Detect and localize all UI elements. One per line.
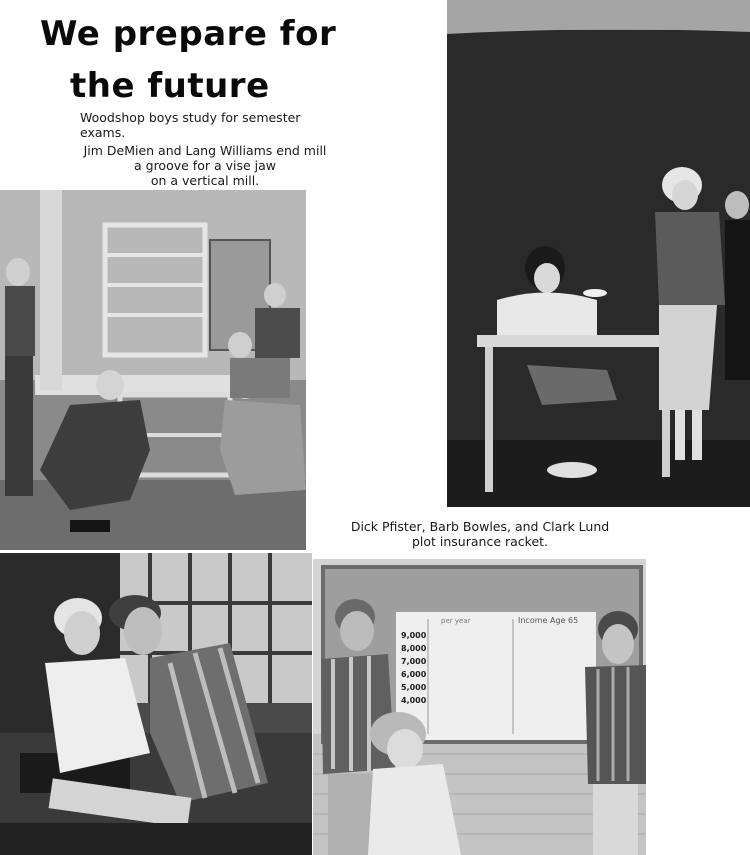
board-y-value: 5,000 xyxy=(401,683,427,692)
mill-caption-line-3: on a vertical mill. xyxy=(150,173,260,188)
headline-line-1: We prepare for xyxy=(40,14,337,54)
mill-caption xyxy=(60,143,350,188)
board-y-value: 9,000 xyxy=(401,631,427,640)
board-y-value: 7,000 xyxy=(401,657,427,666)
board-header-income: Income Age 65 xyxy=(518,616,579,625)
insurance-photo xyxy=(313,559,646,855)
mill-caption-line-1: Jim DeMien and Lang Williams end mill xyxy=(83,143,327,158)
woodshop-caption: Woodshop boys study for semester exams. xyxy=(80,110,301,140)
board-y-value: 4,000 xyxy=(401,696,427,705)
board-header-left: per year xyxy=(441,617,471,625)
insurance-caption xyxy=(345,519,615,549)
mill-caption-line-2: a groove for a vise jaw xyxy=(134,158,276,173)
board-y-axis xyxy=(401,629,426,707)
insurance-caption-line-1: Dick Pfister, Barb Bowles, and Clark Lund xyxy=(350,519,610,534)
board-y-value: 6,000 xyxy=(401,670,427,679)
stage-photo xyxy=(447,0,750,507)
headline-line-2: the future xyxy=(70,66,270,106)
woodshop-photo xyxy=(0,190,306,550)
vertical-mill-photo xyxy=(0,553,312,855)
board-y-value: 8,000 xyxy=(401,644,427,653)
insurance-caption-line-2: plot insurance racket. xyxy=(411,534,549,549)
